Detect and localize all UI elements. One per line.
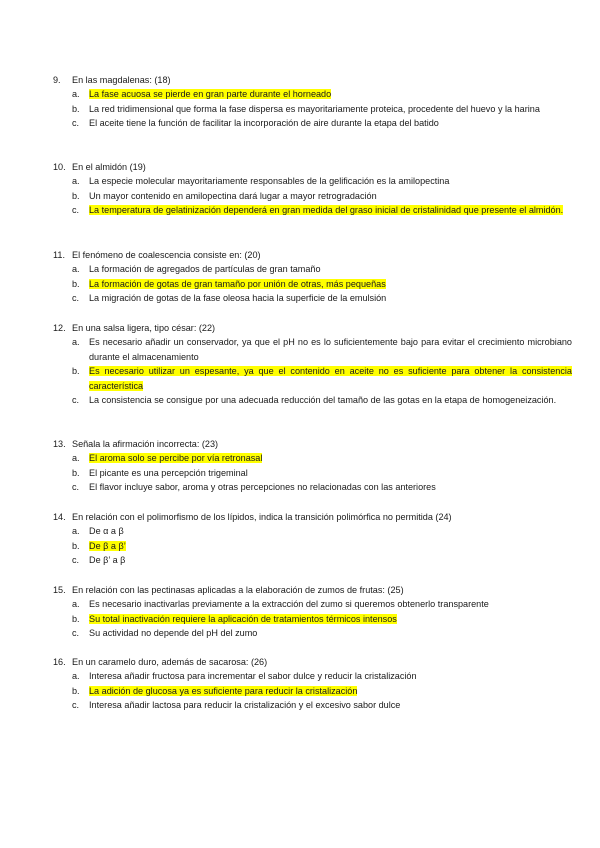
option-c	[0, 553, 600, 567]
question-14	[0, 510, 600, 568]
option-b	[0, 277, 600, 291]
question-number: 9.	[53, 75, 61, 85]
option-letter: b.	[72, 278, 80, 289]
option-a	[0, 87, 600, 101]
option-letter: a.	[72, 337, 80, 348]
option-letter: b.	[72, 540, 80, 551]
option-b	[0, 684, 600, 698]
option-text: Su actividad no depende del pH del zumo	[89, 628, 258, 639]
question-prompt: El fenómeno de coalescencia consiste en: (20)	[72, 250, 261, 260]
option-a	[0, 669, 600, 683]
option-text-highlighted: La fase acuosa se pierde en gran parte durante el horneado	[89, 89, 332, 100]
option-letter: c.	[72, 293, 80, 304]
option-text: De β’ a β	[89, 555, 126, 566]
question-text	[0, 655, 600, 669]
question-text	[0, 321, 600, 335]
option-text: El aceite tiene la función de facilitar la incorporación de aire durante la etapa del batido	[89, 118, 439, 129]
option-letter: b.	[72, 613, 80, 624]
option-letter: c.	[72, 118, 80, 129]
option-a	[0, 174, 600, 188]
option-letter: b.	[72, 685, 80, 696]
question-text	[0, 73, 600, 87]
option-b	[0, 189, 600, 203]
option-a	[0, 524, 600, 538]
option-letter: a.	[72, 176, 80, 187]
option-b	[0, 102, 600, 116]
option-text-highlighted: De β a β’	[89, 540, 126, 551]
question-prompt: En relación con el polimorfismo de los lípidos, indica la transición polimórfica no permitida (24)	[72, 512, 452, 522]
question-number: 10.	[53, 162, 66, 172]
option-text-highlighted: Su total inactivación requiere la aplicación de tratamientos térmicos intensos	[89, 613, 397, 624]
question-number: 14.	[53, 512, 66, 522]
question-text	[0, 160, 600, 174]
option-c	[0, 291, 600, 305]
option-letter: a.	[72, 671, 80, 682]
option-a	[0, 262, 600, 276]
option-c	[0, 480, 600, 494]
option-b	[0, 466, 600, 480]
option-c	[0, 116, 600, 130]
option-c	[0, 203, 600, 217]
option-text: La migración de gotas de la fase oleosa hacia la superficie de la emulsión	[89, 293, 387, 304]
option-b	[0, 364, 600, 393]
option-text: El flavor incluye sabor, aroma y otras percepciones no relacionadas con las anteriores	[89, 482, 436, 493]
question-number: 15.	[53, 585, 66, 595]
option-text: La formación de agregados de partículas de gran tamaño	[89, 264, 321, 275]
option-letter: a.	[72, 526, 80, 537]
option-a	[0, 451, 600, 465]
question-prompt: Señala la afirmación incorrecta: (23)	[72, 439, 219, 449]
option-letter: a.	[72, 89, 80, 100]
question-number: 12.	[53, 323, 66, 333]
option-text: De α a β	[89, 526, 124, 537]
option-letter: c.	[72, 482, 80, 493]
option-letter: b.	[72, 366, 80, 377]
option-letter: c.	[72, 700, 80, 711]
option-letter: b.	[72, 190, 80, 201]
question-prompt: En relación con las pectinasas aplicadas a la elaboración de zumos de frutas: (25)	[72, 585, 404, 595]
option-letter: b.	[72, 103, 80, 114]
option-text-highlighted: La formación de gotas de gran tamaño por unión de otras, más pequeñas	[89, 278, 386, 289]
option-c	[0, 393, 600, 407]
option-letter: c.	[72, 555, 80, 566]
option-a	[0, 335, 600, 364]
question-prompt: En el almidón (19)	[72, 162, 146, 172]
option-text: Es necesario inactivarlas previamente a la extracción del zumo si queremos obtenerlo transparente	[89, 599, 489, 610]
option-text-highlighted: La adición de glucosa ya es suficiente para reducir la cristalización	[89, 685, 358, 696]
question-10	[0, 160, 600, 218]
option-text: El picante es una percepción trigeminal	[89, 467, 248, 478]
question-number: 11.	[53, 250, 65, 260]
option-text: La consistencia se consigue por una adecuada reducción del tamaño de las gotas en la etapa de homogeneización.	[89, 395, 557, 406]
question-15	[0, 583, 600, 641]
option-text-highlighted: El aroma solo se percibe por vía retronasal	[89, 453, 263, 464]
question-16	[0, 655, 600, 713]
option-letter: a.	[72, 264, 80, 275]
question-prompt: En las magdalenas: (18)	[72, 75, 171, 85]
question-text	[0, 248, 600, 262]
option-c	[0, 626, 600, 640]
option-letter: c.	[72, 395, 80, 406]
option-text: Interesa añadir fructosa para incrementar el sabor dulce y reducir la cristalización	[89, 671, 417, 682]
question-prompt: En una salsa ligera, tipo césar: (22)	[72, 323, 216, 333]
option-text: Es necesario añadir un conservador, ya que el pH no es lo suficientemente bajo para evitar el crecimiento microbiano durante el almacenamiento	[89, 337, 572, 362]
option-letter: a.	[72, 599, 80, 610]
option-text: Interesa añadir lactosa para reducir la cristalización y el excesivo sabor dulce	[89, 700, 401, 711]
option-letter: c.	[72, 205, 80, 216]
question-13	[0, 437, 600, 495]
question-11	[0, 248, 600, 306]
question-number: 16.	[53, 657, 66, 667]
option-c	[0, 698, 600, 712]
question-number: 13.	[53, 439, 66, 449]
option-text-highlighted: Es necesario utilizar un espesante, ya que el contenido en aceite no es suficiente para obtener la consistencia característica	[89, 366, 572, 391]
option-a	[0, 597, 600, 611]
option-letter: a.	[72, 453, 80, 464]
option-text-highlighted: La temperatura de gelatinización dependerá en gran medida del graso inicial de cristalinidad que presente el almidón.	[89, 205, 564, 216]
question-prompt: En un caramelo duro, además de sacarosa: (26)	[72, 657, 268, 667]
option-b	[0, 539, 600, 553]
option-letter: c.	[72, 628, 80, 639]
question-12	[0, 321, 600, 407]
option-letter: b.	[72, 467, 80, 478]
question-text	[0, 437, 600, 451]
option-text: Un mayor contenido en amilopectina dará lugar a mayor retrogradación	[89, 190, 377, 201]
option-text: La red tridimensional que forma la fase dispersa es mayoritariamente proteica, procedente del huevo y la harina	[89, 103, 540, 114]
question-text	[0, 510, 600, 524]
question-text	[0, 583, 600, 597]
question-9	[0, 73, 600, 131]
option-b	[0, 612, 600, 626]
option-text: La especie molecular mayoritariamente responsables de la gelificación es la amilopectina	[89, 176, 450, 187]
